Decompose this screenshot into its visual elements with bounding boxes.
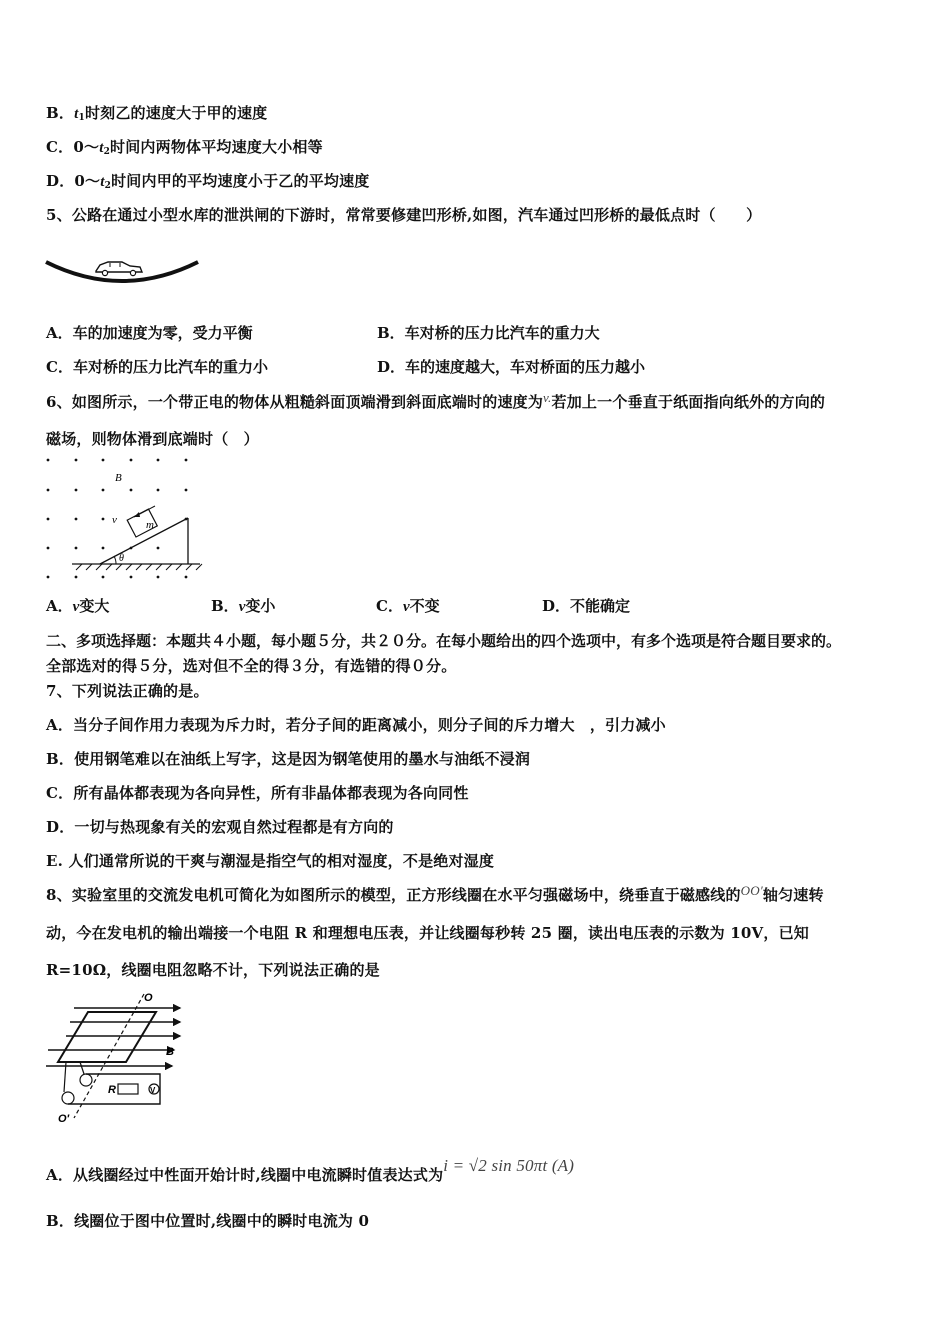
option-text: 时刻乙的速度大于甲的速度 <box>84 104 268 122</box>
q7-option-d: D．一切与热现象有关的宏观自然过程都是有方向的 <box>46 818 394 836</box>
q8-stem-line1 <box>46 885 824 906</box>
axis-label: OO′ <box>740 883 763 898</box>
coil <box>58 1012 156 1062</box>
q4-option-d <box>46 171 370 196</box>
q5-stem: 5、公路在通过小型水库的泄洪闸的下游时，常常要修建凹形桥,如图，汽车通过凹形桥的最低点时（ ） <box>46 206 762 224</box>
option-prefix: B． <box>211 597 239 615</box>
var-t: t <box>100 174 105 190</box>
option-text: 变小 <box>245 597 276 615</box>
q7-stem: 7、下列说法正确的是。 <box>46 682 209 700</box>
section2-line2: 全部选对的得５分，选对但不全的得３分，有选错的得０分。 <box>46 657 457 675</box>
q8-stem-line2: 动，今在发电机的输出端接一个电阻 R 和理想电压表，并让线圈每秒转 25 圈，读出电压表的示数为 10V，已知 <box>46 924 809 942</box>
q5-option-c: C．车对桥的压力比汽车的重力小 <box>46 358 268 376</box>
q7-option-c: C．所有晶体都表现为各向异性，所有非晶体都表现为各向同性 <box>46 784 469 802</box>
q6-stem-line2: 磁场，则物体滑到底端时（ ） <box>46 430 259 448</box>
car-icon <box>96 262 142 276</box>
field-label-b: B <box>166 1046 174 1058</box>
field-label-b: B <box>115 472 122 484</box>
q5-option-a: A．车的加速度为零，受力平衡 <box>46 324 253 342</box>
axis-label-o-prime: O′ <box>58 1113 70 1125</box>
var-t: t <box>74 106 79 122</box>
slip-ring-top <box>80 1074 92 1086</box>
var-v: v. <box>543 390 552 405</box>
option-text: 时间内两物体平均速度大小相等 <box>110 138 323 156</box>
angle-theta: θ <box>119 553 124 564</box>
q6-option-c <box>376 596 440 617</box>
q7-option-e: E. 人们通常所说的干爽与潮湿是指空气的相对湿度，不是绝对湿度 <box>46 852 495 870</box>
q4-option-b <box>46 103 267 128</box>
block-label-m: m <box>146 519 154 531</box>
q8-option-a <box>46 1156 575 1185</box>
option-text: 不变 <box>409 597 440 615</box>
resistor-label: R <box>108 1084 116 1096</box>
var-v: v <box>238 599 246 615</box>
stem-text: 8、实验室里的交流发电机可简化为如图所示的模型，正方形线圈在水平匀强磁场中，绕垂直于磁感线的 <box>46 886 741 904</box>
q6-option-b <box>211 596 275 617</box>
stem-text: 轴匀速转 <box>762 886 824 904</box>
q6-option-a <box>46 596 109 617</box>
option-prefix: A． <box>46 597 73 615</box>
var-v: v <box>402 599 410 615</box>
resistor-r <box>118 1084 138 1094</box>
section2-line1: 二、多项选择题：本题共４小题，每小题５分，共２０分。在每小题给出的四个选项中，有多个选项是符合题目要求的。 <box>46 632 842 650</box>
current-formula: i = √2 sin 50πt (A) <box>443 1156 575 1175</box>
slip-ring-bottom <box>62 1092 74 1104</box>
option-prefix: D．0～ <box>46 172 101 190</box>
subscript: 2 <box>103 147 111 157</box>
stem-text: 6、如图所示，一个带正电的物体从粗糙斜面顶端滑到斜面底端时的速度为 <box>46 393 544 411</box>
q7-option-a: A．当分子间作用力表现为斥力时，若分子间的距离减小，则分子间的斥力增大 ，引力减小 <box>46 716 666 734</box>
q8-option-b: B．线圈位于图中位置时,线圈中的瞬时电流为 0 <box>46 1212 370 1230</box>
field-lines <box>46 1008 180 1066</box>
option-text: 时间内甲的平均速度小于乙的平均速度 <box>111 172 370 190</box>
q7-option-b: B．使用钢笔难以在油纸上写字，这是因为钢笔使用的墨水与油纸不浸润 <box>46 750 531 768</box>
incline-magnetic-field-figure <box>40 452 210 587</box>
axis-label-o: O <box>144 992 153 1004</box>
velocity-label-v: v <box>112 514 117 526</box>
q6-option-d: D．不能确定 <box>542 597 631 615</box>
concave-bridge-figure <box>44 252 200 286</box>
var-v: v <box>72 599 80 615</box>
svg-text:V: V <box>150 1086 156 1095</box>
subscript: 2 <box>104 181 112 191</box>
q5-option-d: D．车的速度越大，车对桥面的压力越小 <box>377 358 646 376</box>
q4-option-c <box>46 137 323 162</box>
subscript: 1 <box>78 113 85 123</box>
stem-text: 若加上一个垂直于纸面指向纸外的方向的 <box>551 393 826 411</box>
option-text: A．从线圈经过中性面开始计时,线圈中电流瞬时值表达式为 <box>46 1166 444 1184</box>
ac-generator-figure <box>44 988 194 1128</box>
q8-stem-line3: R=10Ω，线圈电阻忽略不计，下列说法正确的是 <box>46 961 380 979</box>
option-prefix: C．0～ <box>46 138 100 156</box>
option-prefix: C． <box>376 597 403 615</box>
q5-option-b: B．车对桥的压力比汽车的重力大 <box>377 324 600 342</box>
option-text: 变大 <box>79 597 110 615</box>
option-prefix: B． <box>46 104 75 122</box>
q6-stem-line1 <box>46 392 825 413</box>
var-t: t <box>99 140 104 156</box>
